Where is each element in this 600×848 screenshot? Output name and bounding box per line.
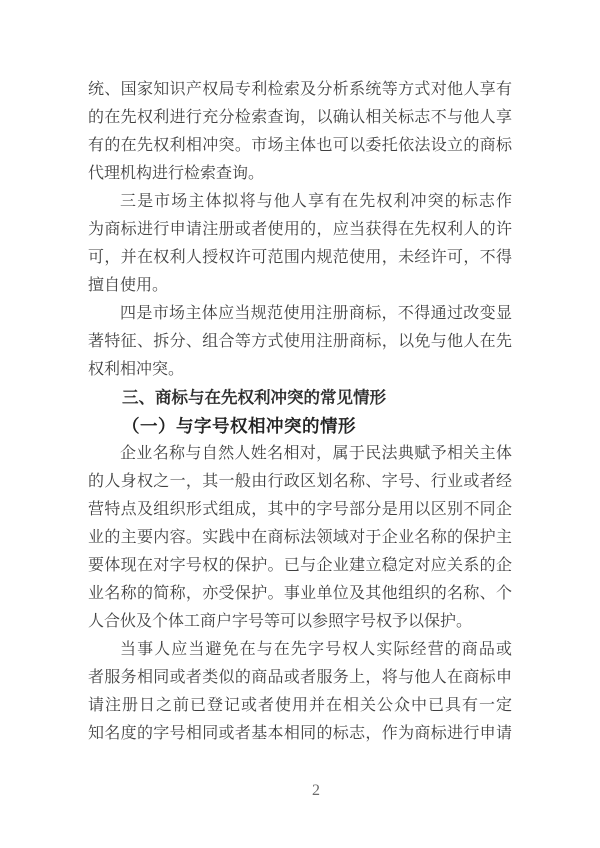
text-line: 统、国家知识产权局专利检索及分析系统等方式对他人享有	[88, 81, 512, 98]
text-line: 三是市场主体拟将与他人享有在先权利冲突的标志作	[120, 193, 512, 210]
text-line: 请注册日之前已登记或者使用并在相关公众中已具有一定	[88, 697, 512, 714]
text-line: 当事人应当避免在与在先字号权人实际经营的商品或	[120, 641, 512, 658]
page-number: 2	[312, 782, 320, 799]
text-line: 四是市场主体应当规范使用注册商标，不得通过改变显	[120, 305, 512, 322]
text-line: 的在先权利进行充分检索查询，以确认相关标志不与他人享	[88, 109, 512, 126]
text-line: 营特点及组织形式组成，其中的字号部分是用以区别不同企	[88, 501, 512, 518]
text-line: 人合伙及个体工商户字号等可以参照字号权予以保护。	[88, 613, 473, 630]
text-line: 权利相冲突。	[88, 361, 185, 378]
text-line: 业的主要内容。实践中在商标法领域对于企业名称的保护主	[88, 529, 512, 546]
text-line: 可，并在权利人授权许可范围内规范使用，未经许可，不得	[88, 249, 512, 266]
subsection-heading: （一）与字号权相冲突的情形	[122, 416, 356, 436]
section-heading: 三、商标与在先权利冲突的常见情形	[122, 388, 386, 407]
text-line: 擅自使用。	[88, 277, 169, 294]
text-line: 业名称的简称，亦受保护。事业单位及其他组织的名称、个	[88, 585, 512, 602]
text-line: 知名度的字号相同或者基本相同的标志，作为商标进行申请	[88, 725, 512, 742]
text-line: 的人身权之一，其一般由行政区划名称、字号、行业或者经	[88, 473, 512, 490]
text-line: 代理机构进行检索查询。	[88, 165, 265, 182]
document-body	[88, 76, 512, 748]
text-line: 企业名称与自然人姓名相对，属于民法典赋予相关主体	[120, 445, 512, 462]
text-line: 有的在先权利相冲突。市场主体也可以委托依法设立的商标	[88, 137, 512, 154]
text-line: 著特征、拆分、组合等方式使用注册商标，以免与他人在先	[88, 333, 512, 350]
text-line: 者服务相同或者类似的商品或者服务上，将与他人在商标申	[88, 669, 512, 686]
text-line: 为商标进行申请注册或者使用的，应当获得在先权利人的许	[88, 221, 512, 238]
text-line: 要体现在对字号权的保护。已与企业建立稳定对应关系的企	[88, 557, 512, 574]
